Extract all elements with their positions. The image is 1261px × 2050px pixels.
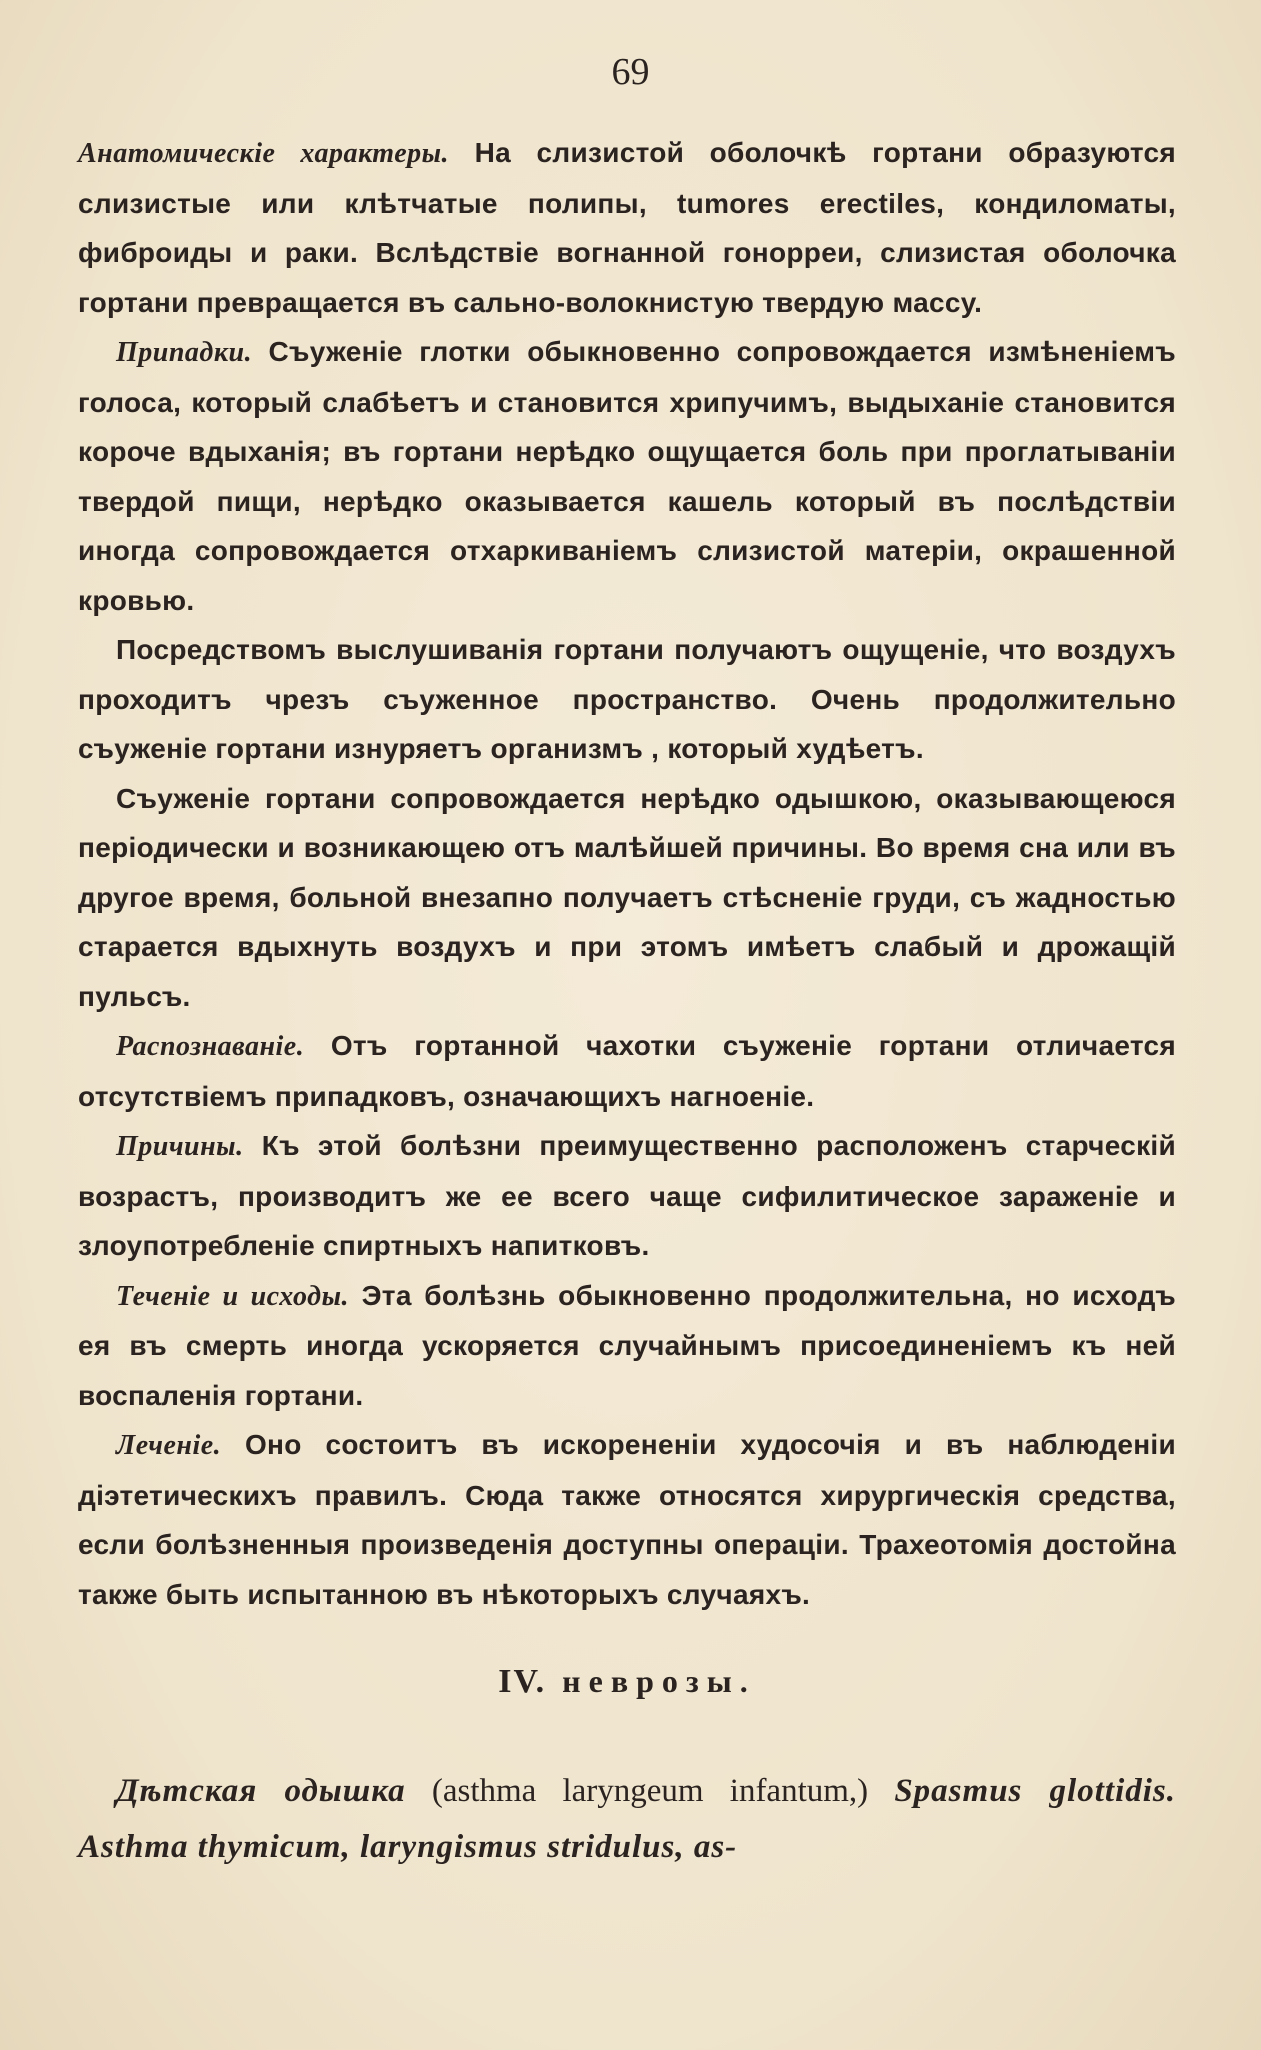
paragraph-child-asthma <box>78 1763 1176 1875</box>
term-synonyms: Spasmus glottidis. Asthma thymicum, laryngismus stridulus, as- <box>78 1773 1176 1865</box>
paragraph-anatomy <box>78 128 1176 327</box>
paragraph-text: На слизистой оболочкѣ гортани образуются слизистые или клѣтчатые полипы, tumores erectiles, кондиломаты, фиброиды и раки. Вслѣдствіе вогнанной гонорреи, слизистая оболочка гортани превращается въ сально-волокнистую твердую массу. <box>78 137 1176 318</box>
paragraph-text: Съуженіе гортани сопровождается нерѣдко одышкою, оказывающеюся періодически и возникающею отъ малѣйшей причины. Во время сна или въ другое время, больной внезапно получаетъ стѣсненіе груди, съ жадностью старается вдыхнуть воздухъ и при этомъ имѣетъ слабый и дрожащій пульсъ. <box>78 782 1176 1012</box>
paragraph-text: Посредствомъ выслушиванія гортани получаютъ ощущеніе, что воздухъ проходитъ чрезъ съуженное пространство. Очень продолжительно съуженіе гортани изнуряетъ организмъ , который худѣетъ. <box>78 634 1176 764</box>
paragraph-diagnosis <box>78 1021 1176 1121</box>
paragraph-symptoms <box>78 327 1176 625</box>
paragraph-text: Съуженіе глотки обыкновенно сопровождается измѣненіемъ голоса, который слабѣетъ и становится хрипучимъ, выдыханіе становится короче вдыханія; въ гортани нерѣдко ощущается боль при проглатываніи твердой пищи, нерѣдко оказывается кашель который въ послѣдствіи иногда сопровождается отхаркиваніемъ слизистой матеріи, окрашенной кровью. <box>78 336 1176 616</box>
paragraph-heading: Припадки. <box>116 337 253 368</box>
term-title: Дѣтская одышка <box>116 1773 406 1809</box>
paragraph-heading: Анатомическіе характеры. <box>78 138 450 169</box>
paragraph-heading: Теченіе и исходы. <box>116 1280 349 1312</box>
section-heading <box>78 1663 1176 1701</box>
paragraph-course <box>78 1271 1176 1421</box>
paragraph-heading: Леченіе. <box>116 1430 222 1461</box>
paragraph-heading: Причины. <box>116 1131 244 1162</box>
paragraph-text: Къ этой болѣзни преимущественно расположенъ старческій возрастъ, производитъ же ее всего чаще сифилитическое зараженіе и злоупотребленіе спиртныхъ напитковъ. <box>78 1130 1176 1261</box>
paragraph-treatment <box>78 1420 1176 1619</box>
paragraph-dyspnea <box>78 774 1176 1022</box>
paragraph-text: Эта болѣзнь обыкновенно продолжительна, но исходъ ея въ смерть иногда ускоряется случайнымъ присоединеніемъ къ ней воспаленія гортани. <box>78 1279 1176 1411</box>
paragraph-text: Оно состоитъ въ искорененіи худосочія и въ наблюденіи діэтетическихъ правилъ. Сюда также относятся хирургическія средства, если болѣзненныя произведенія доступны операціи. Трахеотомія достойна также быть испытанною въ нѣкоторыхъ случаяхъ. <box>78 1429 1176 1610</box>
paragraph-auscultation <box>78 625 1176 774</box>
paragraph-text: Отъ гортанной чахотки съуженіе гортани отличается отсутствіемъ припадковъ, означающихъ нагноеніе. <box>78 1030 1176 1112</box>
page-body <box>78 128 1176 1875</box>
paragraph-heading: Распознаваніе. <box>116 1031 305 1062</box>
section-number: IV. <box>498 1663 547 1700</box>
term-latin: (asthma laryngeum infantum,) <box>405 1773 895 1809</box>
page-number: 69 <box>611 51 650 93</box>
section-title: неврозы. <box>562 1663 756 1699</box>
paragraph-causes <box>78 1121 1176 1271</box>
